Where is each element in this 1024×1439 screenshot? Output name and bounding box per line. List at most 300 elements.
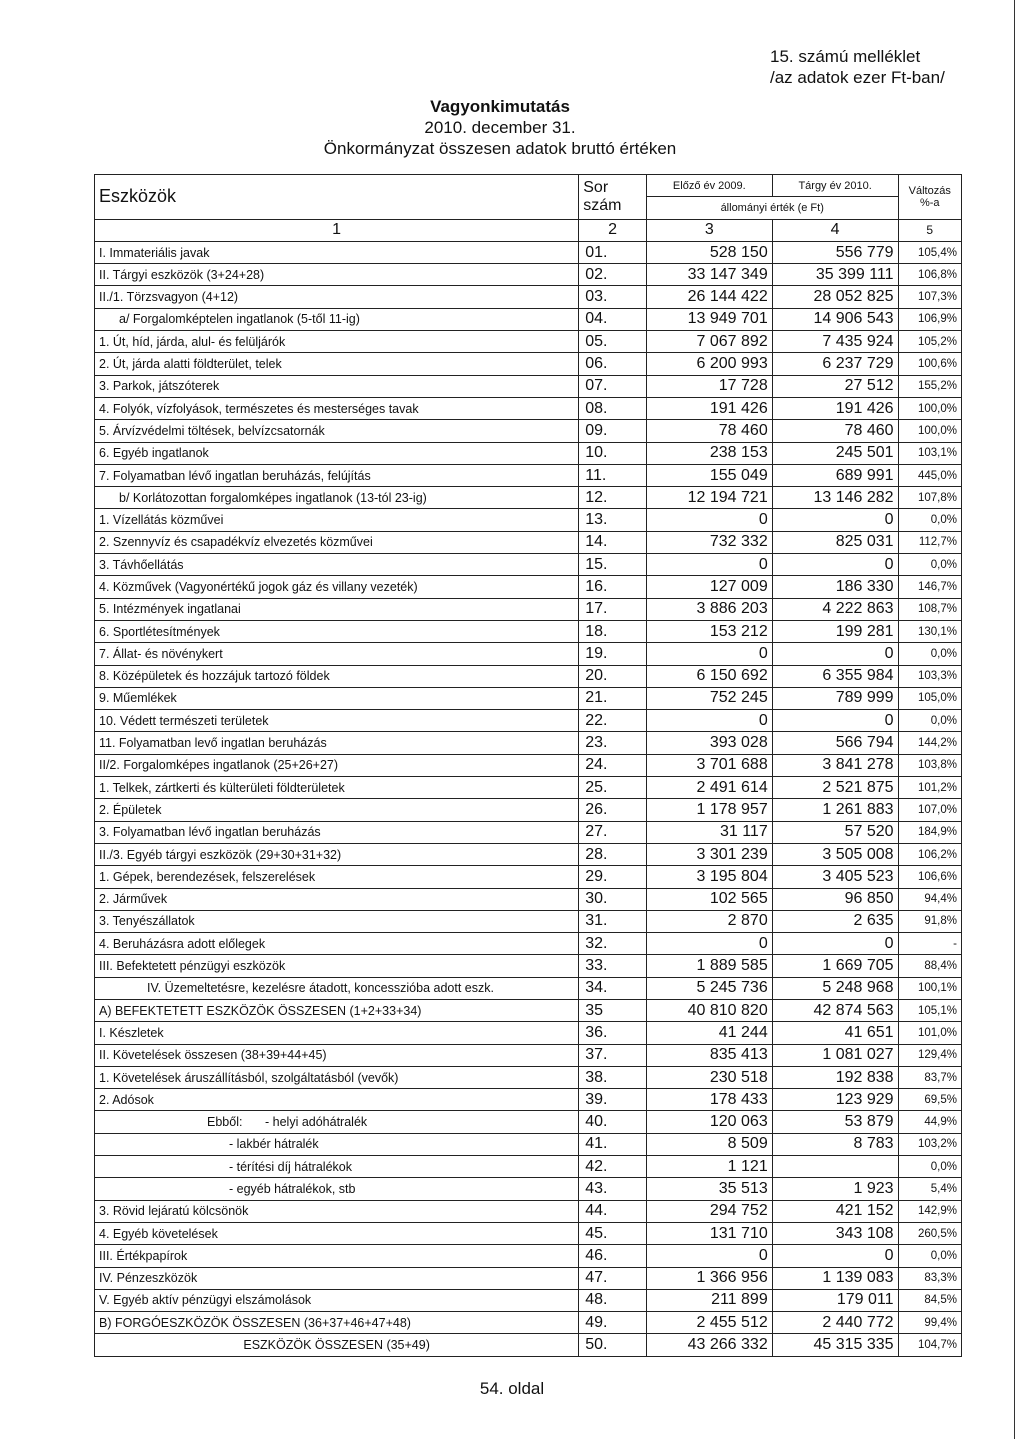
change-percent: 101,2% xyxy=(898,777,961,799)
row-number: 43. xyxy=(579,1178,647,1200)
header-change xyxy=(898,175,961,220)
prev-year-value: 1 121 xyxy=(646,1156,772,1178)
table-row xyxy=(95,487,962,509)
row-label-text: 5. Árvízvédelmi töltések, belvízcsatornák xyxy=(99,423,325,438)
table-row xyxy=(95,531,962,553)
prev-year-value: 33 147 349 xyxy=(646,264,772,286)
curr-year-value: 27 512 xyxy=(772,375,898,397)
prev-year-value: 7 067 892 xyxy=(646,331,772,353)
column-number-3: 3 xyxy=(646,219,772,241)
row-label xyxy=(95,420,579,442)
row-number: 37. xyxy=(579,1044,647,1066)
table-row xyxy=(95,1312,962,1334)
column-number-row xyxy=(95,219,962,241)
row-label-text: 3. Tenyészállatok xyxy=(99,914,195,929)
row-number: 50. xyxy=(579,1334,647,1356)
table-row xyxy=(95,1334,962,1356)
row-label xyxy=(95,1156,579,1178)
prev-year-value: 31 117 xyxy=(646,821,772,843)
row-label xyxy=(95,1089,579,1111)
curr-year-value: 245 501 xyxy=(772,442,898,464)
row-label-text: 4. Közművek (Vagyonértékű jogok gáz és villany vezeték) xyxy=(99,579,418,594)
change-percent: 108,7% xyxy=(898,598,961,620)
change-percent: 106,8% xyxy=(898,264,961,286)
prev-year-value: 0 xyxy=(646,554,772,576)
curr-year-value: 3 505 008 xyxy=(772,843,898,865)
prev-year-value: 393 028 xyxy=(646,732,772,754)
curr-year-value: 0 xyxy=(772,554,898,576)
change-percent: 107,3% xyxy=(898,286,961,308)
curr-year-value: 191 426 xyxy=(772,397,898,419)
curr-year-value: 123 929 xyxy=(772,1089,898,1111)
table-row xyxy=(95,1200,962,1222)
change-percent: 0,0% xyxy=(898,1156,961,1178)
table-row xyxy=(95,687,962,709)
row-label-text: 2. Szennyvíz és csapadékvíz elvezetés közművei xyxy=(99,535,373,550)
prev-year-value: 0 xyxy=(646,933,772,955)
row-label-text: 1. Vízellátás közművei xyxy=(99,513,224,528)
curr-year-value: 78 460 xyxy=(772,420,898,442)
change-percent: 155,2% xyxy=(898,375,961,397)
table-row xyxy=(95,732,962,754)
curr-year-value: 789 999 xyxy=(772,687,898,709)
row-label xyxy=(95,286,579,308)
row-label xyxy=(95,308,579,330)
change-percent: 91,8% xyxy=(898,910,961,932)
change-percent: 106,2% xyxy=(898,843,961,865)
table-row xyxy=(95,665,962,687)
row-number: 07. xyxy=(579,375,647,397)
row-label xyxy=(95,933,579,955)
table-row xyxy=(95,241,962,263)
prev-year-value: 0 xyxy=(646,1245,772,1267)
change-percent: 112,7% xyxy=(898,531,961,553)
curr-year-value xyxy=(772,1156,898,1178)
prev-year-value: 178 433 xyxy=(646,1089,772,1111)
change-percent: 142,9% xyxy=(898,1200,961,1222)
change-percent: 0,0% xyxy=(898,554,961,576)
prev-year-value: 120 063 xyxy=(646,1111,772,1133)
row-number: 03. xyxy=(579,286,647,308)
row-label-text: 1. Követelések áruszállításból, szolgáltatásból (vevők) xyxy=(99,1070,399,1085)
prev-year-value: 238 153 xyxy=(646,442,772,464)
row-label xyxy=(95,888,579,910)
prev-year-value: 230 518 xyxy=(646,1066,772,1088)
row-number: 32. xyxy=(579,933,647,955)
row-number: 30. xyxy=(579,888,647,910)
change-percent: 106,6% xyxy=(898,866,961,888)
row-label xyxy=(95,1022,579,1044)
change-percent: - xyxy=(898,933,961,955)
curr-year-value: 192 838 xyxy=(772,1066,898,1088)
curr-year-value: 1 923 xyxy=(772,1178,898,1200)
row-label xyxy=(95,1178,579,1200)
row-label-text: 4. Beruházásra adott előlegek xyxy=(99,936,266,951)
curr-year-value: 2 521 875 xyxy=(772,777,898,799)
row-number: 04. xyxy=(579,308,647,330)
curr-year-value: 7 435 924 xyxy=(772,331,898,353)
row-label xyxy=(95,999,579,1021)
prev-year-value: 127 009 xyxy=(646,576,772,598)
table-row xyxy=(95,1222,962,1244)
table-row xyxy=(95,843,962,865)
row-label-text: II/2. Forgalomképes ingatlanok (25+26+27) xyxy=(99,758,339,773)
row-label xyxy=(95,375,579,397)
row-label xyxy=(95,821,579,843)
row-label xyxy=(95,687,579,709)
row-label xyxy=(95,866,579,888)
prev-year-value: 13 949 701 xyxy=(646,308,772,330)
curr-year-value: 8 783 xyxy=(772,1133,898,1155)
prev-year-value: 1 178 957 xyxy=(646,799,772,821)
change-percent: 100,0% xyxy=(898,420,961,442)
row-label-text: 7. Állat- és növénykert xyxy=(99,646,223,661)
row-label-text: IV. Pénzeszközök xyxy=(99,1271,198,1286)
prev-year-value: 12 194 721 xyxy=(646,487,772,509)
row-label xyxy=(95,910,579,932)
row-label-text: 3. Rövid lejáratú kölcsönök xyxy=(99,1204,249,1219)
row-label-text: ESZKÖZÖK ÖSSZESEN (35+49) xyxy=(243,1338,430,1353)
row-number: 08. xyxy=(579,397,647,419)
change-percent: 144,2% xyxy=(898,732,961,754)
change-percent: 83,7% xyxy=(898,1066,961,1088)
prev-year-value: 41 244 xyxy=(646,1022,772,1044)
curr-year-value: 6 237 729 xyxy=(772,353,898,375)
header-sor xyxy=(579,175,647,220)
row-label xyxy=(95,353,579,375)
change-percent: 83,3% xyxy=(898,1267,961,1289)
table-row xyxy=(95,353,962,375)
row-label xyxy=(95,241,579,263)
header-change-line2: %-a xyxy=(919,196,940,209)
curr-year-value: 0 xyxy=(772,710,898,732)
header-value-label: állományi érték (e Ft) xyxy=(646,197,898,219)
unit-note: /az adatok ezer Ft-ban/ xyxy=(770,68,945,87)
table-row xyxy=(95,754,962,776)
table-row xyxy=(95,955,962,977)
row-number: 42. xyxy=(579,1156,647,1178)
curr-year-value: 14 906 543 xyxy=(772,308,898,330)
prev-year-value: 1 366 956 xyxy=(646,1267,772,1289)
table-row xyxy=(95,375,962,397)
prev-year-value: 35 513 xyxy=(646,1178,772,1200)
table-row xyxy=(95,420,962,442)
row-label xyxy=(95,710,579,732)
row-label-text: 1. Gépek, berendezések, felszerelések xyxy=(99,869,316,884)
row-number: 19. xyxy=(579,643,647,665)
row-label xyxy=(95,1267,579,1289)
table-row xyxy=(95,1066,962,1088)
annex-number: 15. számú melléklet xyxy=(770,47,921,66)
row-label xyxy=(95,977,579,999)
change-percent: 100,6% xyxy=(898,353,961,375)
row-label-text: I. Immateriális javak xyxy=(99,245,210,260)
row-label xyxy=(95,598,579,620)
row-label xyxy=(95,643,579,665)
row-label xyxy=(95,1066,579,1088)
curr-year-value: 1 261 883 xyxy=(772,799,898,821)
row-number: 23. xyxy=(579,732,647,754)
row-label-text: 6. Egyéb ingatlanok xyxy=(99,446,209,461)
header-assets: Eszközök xyxy=(95,175,579,220)
row-label xyxy=(95,1289,579,1311)
curr-year-value: 57 520 xyxy=(772,821,898,843)
curr-year-value: 689 991 xyxy=(772,464,898,486)
row-number: 20. xyxy=(579,665,647,687)
row-number: 12. xyxy=(579,487,647,509)
change-percent: 105,4% xyxy=(898,241,961,263)
row-number: 18. xyxy=(579,620,647,642)
prev-year-value: 0 xyxy=(646,643,772,665)
row-label-text: 1. Telkek, zártkerti és külterületi földterületek xyxy=(99,780,345,795)
curr-year-value: 0 xyxy=(772,643,898,665)
table-header-row xyxy=(95,175,962,197)
curr-year-value: 0 xyxy=(772,509,898,531)
row-number: 48. xyxy=(579,1289,647,1311)
prev-year-value: 528 150 xyxy=(646,241,772,263)
table-row xyxy=(95,910,962,932)
row-label-text: 1. Út, híd, járda, alul- és felüljárók xyxy=(99,334,286,349)
row-label xyxy=(95,531,579,553)
row-label-text: A) BEFEKTETETT ESZKÖZÖK ÖSSZESEN (1+2+33+34) xyxy=(99,1003,422,1018)
row-label xyxy=(95,264,579,286)
table-row xyxy=(95,509,962,531)
row-label xyxy=(95,1245,579,1267)
prev-year-value: 17 728 xyxy=(646,375,772,397)
table-row xyxy=(95,286,962,308)
column-number-2: 2 xyxy=(579,219,647,241)
row-label xyxy=(95,777,579,799)
row-label-text: 3. Folyamatban lévő ingatlan beruházás xyxy=(99,825,321,840)
curr-year-value: 53 879 xyxy=(772,1111,898,1133)
curr-year-value: 2 635 xyxy=(772,910,898,932)
row-label xyxy=(95,843,579,865)
curr-year-value: 42 874 563 xyxy=(772,999,898,1021)
row-number: 14. xyxy=(579,531,647,553)
table-row xyxy=(95,1178,962,1200)
asset-table xyxy=(94,174,962,1357)
change-percent: 106,9% xyxy=(898,308,961,330)
row-label xyxy=(95,754,579,776)
change-percent: 0,0% xyxy=(898,710,961,732)
table-row xyxy=(95,710,962,732)
row-number: 22. xyxy=(579,710,647,732)
prev-year-value: 43 266 332 xyxy=(646,1334,772,1356)
table-row xyxy=(95,866,962,888)
change-percent: 84,5% xyxy=(898,1289,961,1311)
row-number: 31. xyxy=(579,910,647,932)
curr-year-value: 421 152 xyxy=(772,1200,898,1222)
row-label-text: V. Egyéb aktív pénzügyi elszámolások xyxy=(99,1293,312,1308)
row-label xyxy=(95,442,579,464)
table-row xyxy=(95,620,962,642)
row-prefix: Ebből: xyxy=(207,1115,243,1130)
table-row xyxy=(95,888,962,910)
prev-year-value: 211 899 xyxy=(646,1289,772,1311)
page-number: 54. oldal xyxy=(479,1379,545,1398)
row-label-text: II./3. Egyéb tárgyi eszközök (29+30+31+32) xyxy=(99,847,342,862)
row-label xyxy=(95,1044,579,1066)
row-number: 34. xyxy=(579,977,647,999)
prev-year-value: 155 049 xyxy=(646,464,772,486)
change-percent: 260,5% xyxy=(898,1222,961,1244)
column-number-4: 4 xyxy=(772,219,898,241)
row-label-text: 2. Út, járda alatti földterület, telek xyxy=(99,357,282,372)
prev-year-value: 0 xyxy=(646,509,772,531)
table-row xyxy=(95,977,962,999)
change-percent: 104,7% xyxy=(898,1334,961,1356)
prev-year-value: 8 509 xyxy=(646,1133,772,1155)
table-row xyxy=(95,799,962,821)
change-percent: 5,4% xyxy=(898,1178,961,1200)
row-label-text: 2. Járművek xyxy=(99,892,168,907)
row-label-text: 9. Műemlékek xyxy=(99,691,177,706)
change-percent: 103,2% xyxy=(898,1133,961,1155)
row-label xyxy=(95,576,579,598)
change-percent: 130,1% xyxy=(898,620,961,642)
row-label-text: - helyi adóhátralék xyxy=(265,1115,368,1130)
change-percent: 0,0% xyxy=(898,1245,961,1267)
row-label-text: III. Értékpapírok xyxy=(99,1248,188,1263)
row-number: 02. xyxy=(579,264,647,286)
report-subtitle: Önkormányzat összesen adatok bruttó értéken xyxy=(323,139,677,158)
row-label-text: - egyéb hátralékok, stb xyxy=(229,1182,356,1196)
change-percent: 103,1% xyxy=(898,442,961,464)
prev-year-value: 78 460 xyxy=(646,420,772,442)
change-percent: 44,9% xyxy=(898,1111,961,1133)
curr-year-value: 0 xyxy=(772,1245,898,1267)
curr-year-value: 96 850 xyxy=(772,888,898,910)
table-row xyxy=(95,598,962,620)
row-label xyxy=(95,331,579,353)
curr-year-value: 186 330 xyxy=(772,576,898,598)
row-label-text: II. Követelések összesen (38+39+44+45) xyxy=(99,1048,327,1063)
table-row xyxy=(95,643,962,665)
curr-year-value: 4 222 863 xyxy=(772,598,898,620)
header-curr-year: Tárgy év 2010. xyxy=(772,175,898,197)
row-number: 45. xyxy=(579,1222,647,1244)
change-percent: 99,4% xyxy=(898,1312,961,1334)
row-label xyxy=(95,665,579,687)
curr-year-value: 199 281 xyxy=(772,620,898,642)
row-label-text: b/ Korlátozottan forgalomképes ingatlanok (13-tól 23-ig) xyxy=(119,490,427,505)
curr-year-value: 2 440 772 xyxy=(772,1312,898,1334)
table-row xyxy=(95,1111,962,1133)
table-row xyxy=(95,1133,962,1155)
table-row xyxy=(95,397,962,419)
change-percent: 105,0% xyxy=(898,687,961,709)
row-label xyxy=(95,620,579,642)
prev-year-value: 0 xyxy=(646,710,772,732)
annex-note xyxy=(770,46,945,88)
curr-year-value: 1 081 027 xyxy=(772,1044,898,1066)
row-number: 24. xyxy=(579,754,647,776)
change-percent: 88,4% xyxy=(898,955,961,977)
column-number-1: 1 xyxy=(95,219,579,241)
row-label-text: 8. Középületek és hozzájuk tartozó földek xyxy=(99,669,330,684)
row-label-text: 2. Épületek xyxy=(99,802,162,817)
curr-year-value: 6 355 984 xyxy=(772,665,898,687)
row-number: 21. xyxy=(579,687,647,709)
change-percent: 129,4% xyxy=(898,1044,961,1066)
row-number: 15. xyxy=(579,554,647,576)
row-number: 41. xyxy=(579,1133,647,1155)
row-label xyxy=(95,554,579,576)
row-label-text: 2. Adósok xyxy=(99,1092,154,1107)
row-label-text: 3. Távhőellátás xyxy=(99,557,184,572)
row-label-text: - lakbér hátralék xyxy=(229,1137,319,1152)
table-row xyxy=(95,1089,962,1111)
curr-year-value: 13 146 282 xyxy=(772,487,898,509)
row-number: 11. xyxy=(579,464,647,486)
prev-year-value: 732 332 xyxy=(646,531,772,553)
table-row xyxy=(95,264,962,286)
row-label xyxy=(95,732,579,754)
curr-year-value: 0 xyxy=(772,933,898,955)
row-label-text: III. Befektetett pénzügyi eszközök xyxy=(99,959,286,974)
page-title: Vagyonkimutatás xyxy=(430,97,570,116)
prev-year-value: 2 455 512 xyxy=(646,1312,772,1334)
change-percent: 103,3% xyxy=(898,665,961,687)
column-number-5: 5 xyxy=(898,219,961,241)
row-number: 47. xyxy=(579,1267,647,1289)
curr-year-value: 3 405 523 xyxy=(772,866,898,888)
table-row xyxy=(95,308,962,330)
curr-year-value: 1 139 083 xyxy=(772,1267,898,1289)
change-percent: 184,9% xyxy=(898,821,961,843)
header-change-line1: Változás xyxy=(908,184,951,197)
document-heading xyxy=(300,96,700,159)
row-number: 25. xyxy=(579,777,647,799)
row-label xyxy=(95,1222,579,1244)
table-row xyxy=(95,576,962,598)
row-label xyxy=(95,955,579,977)
prev-year-value: 153 212 xyxy=(646,620,772,642)
report-date: 2010. december 31. xyxy=(424,118,576,137)
prev-year-value: 40 810 820 xyxy=(646,999,772,1021)
curr-year-value: 41 651 xyxy=(772,1022,898,1044)
change-percent: 146,7% xyxy=(898,576,961,598)
curr-year-value: 556 779 xyxy=(772,241,898,263)
row-label xyxy=(95,1334,579,1356)
prev-year-value: 3 195 804 xyxy=(646,866,772,888)
row-label xyxy=(95,1111,579,1133)
curr-year-value: 5 248 968 xyxy=(772,977,898,999)
row-label xyxy=(95,397,579,419)
change-percent: 101,0% xyxy=(898,1022,961,1044)
row-number: 10. xyxy=(579,442,647,464)
row-label-text: - térítési díj hátralékok xyxy=(229,1159,352,1174)
curr-year-value: 45 315 335 xyxy=(772,1334,898,1356)
change-percent: 107,0% xyxy=(898,799,961,821)
header-sor-line1: Sor xyxy=(583,178,609,196)
table-row xyxy=(95,1289,962,1311)
table-row xyxy=(95,1267,962,1289)
page-edge-line xyxy=(1014,0,1015,1439)
row-number: 26. xyxy=(579,799,647,821)
row-label xyxy=(95,464,579,486)
row-label-text: IV. Üzemeltetésre, kezelésre átadott, koncesszióba adott eszk. xyxy=(147,981,494,996)
row-label-text: B) FORGÓESZKÖZÖK ÖSSZESEN (36+37+46+47+48) xyxy=(99,1315,411,1330)
row-number: 06. xyxy=(579,353,647,375)
row-number: 29. xyxy=(579,866,647,888)
table-row xyxy=(95,777,962,799)
row-label-text: 4. Egyéb követelések xyxy=(99,1226,218,1241)
row-label-text: 6. Sportlétesítmények xyxy=(99,624,220,639)
change-percent: 445,0% xyxy=(898,464,961,486)
row-number: 01. xyxy=(579,241,647,263)
row-number: 40. xyxy=(579,1111,647,1133)
